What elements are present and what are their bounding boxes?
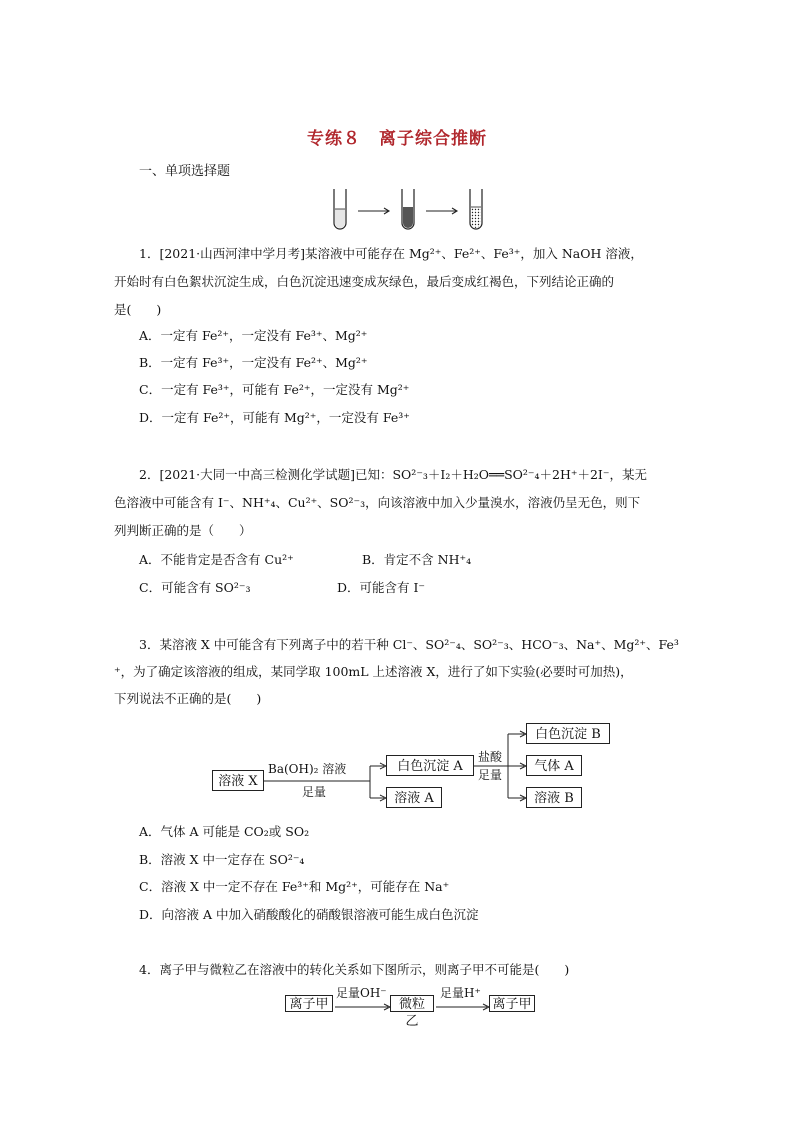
q3-stem-line1: 3．某溶液 X 中可能含有下列离子中的若干种 Cl⁻、SO²⁻₄、SO²⁻₃、HCO⁻₃、Na⁺、Mg²⁺、Fe³ <box>139 637 679 652</box>
q1-option-a: A．一定有 Fe²⁺，一定没有 Fe³⁺、Mg²⁺ <box>139 328 368 343</box>
q1-stem-line3: 是( ) <box>114 302 162 317</box>
q1-option-c: C．一定有 Fe³⁺，可能有 Fe²⁺，一定没有 Mg²⁺ <box>139 382 410 397</box>
q3-stem-line3: 下列说法不正确的是( ) <box>114 691 262 706</box>
q1-option-d: D．一定有 Fe²⁺，可能有 Mg²⁺，一定没有 Fe³⁺ <box>139 410 410 425</box>
q3-stem-line2: ⁺，为了确定该溶液的组成，某同学取 100mL 上述溶液 X，进行了如下实验(必要时可加热)， <box>114 664 633 679</box>
test-tube-figure <box>330 187 490 235</box>
box-white-precipitate-a: 白色沉淀 A <box>386 755 474 776</box>
box-gas-a: 气体 A <box>526 755 582 776</box>
q3-option-d: D．向溶液 A 中加入硝酸酸化的硝酸银溶液可能生成白色沉淀 <box>139 907 479 922</box>
box-ion-jia-2: 离子甲 <box>489 995 535 1012</box>
q2-stem-line1: 2．[2021·大同一中高三检测化学试题]已知：SO²⁻₃＋I₂＋H₂O══SO²⁻₄＋2H⁺＋2I⁻，某无 <box>139 467 647 482</box>
arrow-icon <box>335 1004 390 1010</box>
box-solution-x: 溶液 X <box>212 770 264 791</box>
q4-stem-line1: 4．离子甲与微粒乙在溶液中的转化关系如下图所示，则离子甲不可能是( ) <box>139 962 570 977</box>
box-solution-a: 溶液 A <box>386 787 442 808</box>
q2-option-b: B．肯定不含 NH⁺₄ <box>362 552 472 567</box>
test-tube-icon <box>334 189 346 229</box>
box-white-precipitate-b: 白色沉淀 B <box>526 723 610 744</box>
q1-option-b: B．一定有 Fe³⁺，一定没有 Fe²⁺、Mg²⁺ <box>139 355 368 370</box>
q3-option-b: B．溶液 X 中一定存在 SO²⁻₄ <box>139 852 305 867</box>
label-hcl: 盐酸 <box>478 750 503 764</box>
q2-stem-line2: 色溶液中可能含有 I⁻、NH⁺₄、Cu²⁺、SO²⁻₃，向该溶液中加入少量溴水，溶液仍呈无色，则下 <box>114 495 641 510</box>
branch-connector <box>474 731 526 801</box>
label-excess-oh: 足量OH⁻ <box>336 986 387 1000</box>
page-title: 专练８ 离子综合推断 <box>307 129 487 149</box>
q3-option-a: A．气体 A 可能是 CO₂或 SO₂ <box>139 824 310 839</box>
box-ion-jia: 离子甲 <box>285 995 333 1012</box>
arrow-icon <box>358 208 389 214</box>
q1-stem-line2: 开始时有白色絮状沉淀生成，白色沉淀迅速变成灰绿色，最后变成红褐色，下列结论正确的 <box>114 274 615 289</box>
box-solution-b: 溶液 B <box>526 787 582 808</box>
section-heading: 一、单项选择题 <box>139 164 231 179</box>
q2-option-c: C．可能含有 SO²⁻₃ <box>139 580 251 595</box>
q2-option-d: D．可能含有 I⁻ <box>337 580 426 595</box>
box-particle-yi: 微粒乙 <box>390 995 434 1012</box>
test-tube-icon <box>402 189 414 229</box>
arrow-icon <box>436 1004 489 1010</box>
q2-option-a: A．不能肯定是否含有 Cu²⁺ <box>139 552 294 567</box>
q3-option-c: C．溶液 X 中一定不存在 Fe³⁺和 Mg²⁺，可能存在 Na⁺ <box>139 879 450 894</box>
label-excess-1: 足量 <box>302 785 327 799</box>
q4-connectors <box>333 995 493 1013</box>
label-reagent-baoh2: Ba(OH)₂ 溶液 <box>268 762 347 776</box>
flow-connectors <box>260 720 540 820</box>
label-excess-h: 足量H⁺ <box>440 986 481 1000</box>
branch-connector <box>370 763 386 801</box>
q1-stem-line1: 1．[2021·山西河津中学月考]某溶液中可能存在 Mg²⁺、Fe²⁺、Fe³⁺，加入 NaOH 溶液， <box>139 246 643 261</box>
test-tube-icon <box>470 189 482 229</box>
arrow-icon <box>426 208 457 214</box>
label-excess-2: 足量 <box>478 768 503 782</box>
q2-stem-line3: 列判断正确的是（ ） <box>114 523 252 538</box>
